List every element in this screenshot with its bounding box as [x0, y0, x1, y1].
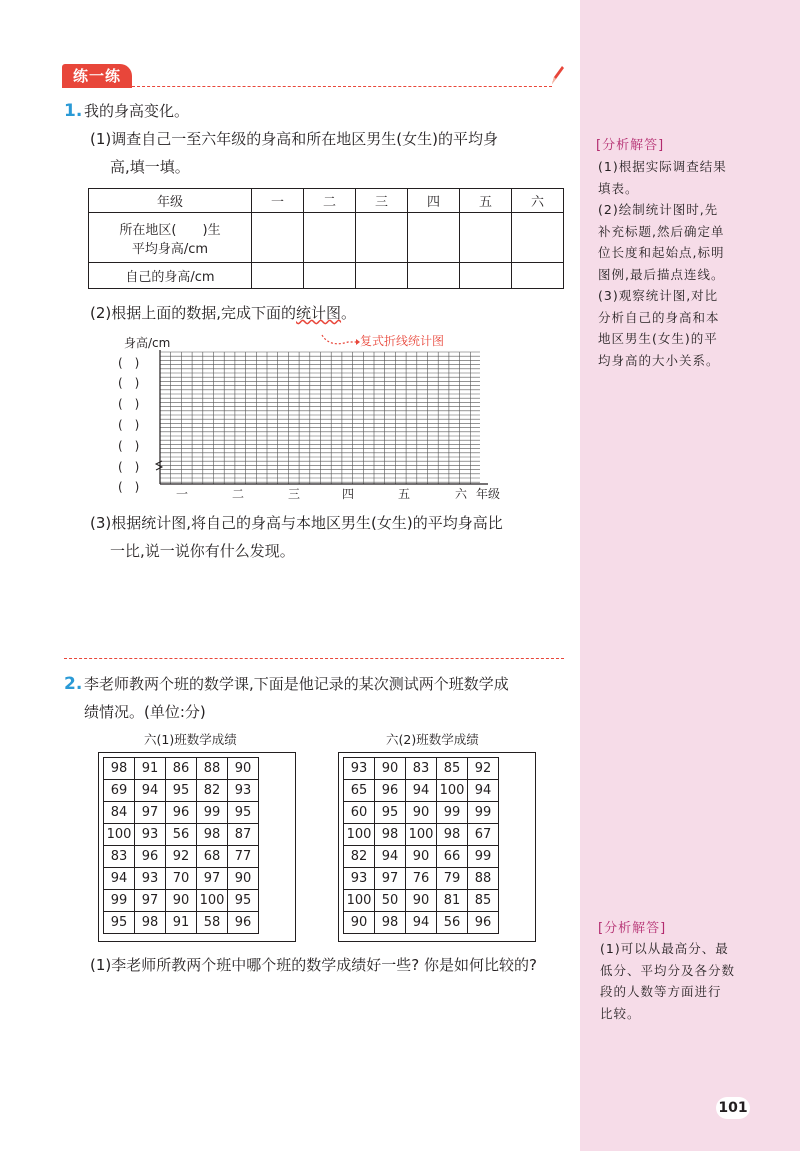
chart-annotation: 复式折线统计图 — [360, 334, 445, 348]
score-cell: 99 — [437, 802, 468, 824]
header-divider — [132, 86, 552, 87]
grade-header: 年级 — [89, 189, 252, 213]
answer-cell[interactable] — [512, 263, 564, 289]
score-cell: 69 — [104, 780, 135, 802]
x-tick-label: 四 — [342, 487, 355, 501]
q1-part2-prefix: (2)根据上面的数据,完成下面的 — [90, 304, 297, 322]
practice-badge: 练一练 — [62, 64, 132, 88]
score-cell: 83 — [406, 758, 437, 780]
score-cell: 90 — [344, 912, 375, 934]
score-cell: 93 — [228, 780, 259, 802]
score-cell: 95 — [228, 890, 259, 912]
x-tick-label: 六 — [455, 487, 468, 501]
score-cell: 94 — [468, 780, 499, 802]
analysis-line: 位长度和起始点,标明 — [598, 245, 725, 260]
q1-part3-line2: 一比,说一说你有什么发现。 — [110, 542, 295, 560]
analysis-title-1: [分析解答] — [596, 138, 665, 153]
score-row — [104, 802, 259, 824]
y-tick-bracket: ( ) — [118, 480, 140, 494]
score-cell: 56 — [437, 912, 468, 934]
score-cell: 98 — [437, 824, 468, 846]
score-cell: 96 — [166, 802, 197, 824]
question-2-number: 2. — [64, 674, 83, 694]
answer-cell[interactable] — [252, 213, 304, 263]
question-divider — [64, 658, 564, 659]
score-cell: 92 — [468, 758, 499, 780]
score-cell: 90 — [406, 846, 437, 868]
score-cell: 94 — [406, 912, 437, 934]
analysis-line: 低分、平均分及各分数 — [600, 962, 736, 978]
score-cell: 65 — [344, 780, 375, 802]
class1-caption: 六(1)班数学成绩 — [144, 732, 237, 747]
score-cell: 96 — [228, 912, 259, 934]
answer-cell[interactable] — [304, 263, 356, 289]
score-cell: 85 — [437, 758, 468, 780]
score-cell: 88 — [468, 868, 499, 890]
score-cell: 98 — [104, 758, 135, 780]
score-row — [104, 824, 259, 846]
score-cell: 99 — [468, 802, 499, 824]
regional-average-line2: 平均身高/cm — [131, 241, 209, 257]
score-cell: 82 — [197, 780, 228, 802]
answer-cell[interactable] — [304, 213, 356, 263]
score-cell: 98 — [197, 824, 228, 846]
y-tick-bracket: ( ) — [118, 439, 140, 453]
score-cell: 98 — [135, 912, 166, 934]
analysis-line: (3)观察统计图,对比 — [598, 288, 719, 303]
score-cell: 99 — [197, 802, 228, 824]
score-row — [344, 824, 499, 846]
score-cell: 66 — [437, 846, 468, 868]
q2-part1: (1)李老师所教两个班中哪个班的数学成绩好一些? 你是如何比较的? — [90, 956, 537, 974]
answer-cell[interactable] — [512, 213, 564, 263]
score-row — [104, 758, 259, 780]
score-row — [344, 802, 499, 824]
score-cell: 94 — [375, 846, 406, 868]
score-cell: 98 — [375, 824, 406, 846]
analysis-line: 分析自己的身高和本 — [598, 309, 720, 325]
x-tick-label: 三 — [288, 487, 301, 501]
grade-cell: 六 — [512, 189, 564, 213]
score-row — [344, 868, 499, 890]
score-cell: 100 — [437, 780, 468, 802]
analysis-line: 段的人数等方面进行 — [600, 984, 722, 999]
grade-cell: 四 — [408, 189, 460, 213]
grade-cell: 一 — [252, 189, 304, 213]
q1-part1-line1: (1)调查自己一至六年级的身高和所在地区男生(女生)的平均身 — [90, 130, 498, 148]
score-row — [344, 780, 499, 802]
score-cell: 96 — [468, 912, 499, 934]
x-tick-label: 五 — [398, 487, 411, 501]
answer-cell[interactable] — [460, 213, 512, 263]
class2-caption: 六(2)班数学成绩 — [386, 732, 479, 747]
y-tick-bracket: ( ) — [118, 418, 140, 432]
blank-line-chart-grid — [150, 350, 490, 492]
class2-score-table — [343, 757, 499, 934]
own-height-label: 自己的身高/cm — [89, 263, 252, 289]
score-cell: 90 — [375, 758, 406, 780]
score-cell: 99 — [468, 846, 499, 868]
score-cell: 90 — [406, 802, 437, 824]
score-row — [104, 780, 259, 802]
y-tick-bracket: ( ) — [118, 376, 140, 390]
score-cell: 95 — [104, 912, 135, 934]
y-tick-bracket: ( ) — [118, 397, 140, 411]
score-cell: 70 — [166, 868, 197, 890]
grade-cell: 二 — [304, 189, 356, 213]
score-row — [104, 846, 259, 868]
score-cell: 95 — [375, 802, 406, 824]
analysis-line: 填表。 — [598, 180, 639, 196]
analysis-line: 比较。 — [600, 1005, 641, 1021]
score-cell: 100 — [344, 824, 375, 846]
score-cell: 76 — [406, 868, 437, 890]
score-row — [344, 846, 499, 868]
score-row — [344, 912, 499, 934]
score-cell: 91 — [166, 912, 197, 934]
score-cell: 92 — [166, 846, 197, 868]
score-cell: 94 — [406, 780, 437, 802]
x-tick-label: 二 — [232, 487, 245, 501]
score-row — [344, 758, 499, 780]
score-cell: 79 — [437, 868, 468, 890]
score-cell: 90 — [406, 890, 437, 912]
score-cell: 94 — [135, 780, 166, 802]
analysis-line: (2)绘制统计图时,先 — [598, 202, 719, 217]
score-cell: 100 — [344, 890, 375, 912]
score-cell: 90 — [228, 868, 259, 890]
score-cell: 86 — [166, 758, 197, 780]
score-cell: 81 — [437, 890, 468, 912]
score-cell: 97 — [135, 890, 166, 912]
score-cell: 100 — [406, 824, 437, 846]
grade-cell: 三 — [356, 189, 408, 213]
score-cell: 98 — [375, 912, 406, 934]
q2-line2: 绩情况。(单位:分) — [84, 703, 206, 721]
q2-line1: 李老师教两个班的数学课,下面是他记录的某次测试两个班数学成 — [84, 675, 509, 693]
score-cell: 60 — [344, 802, 375, 824]
answer-cell[interactable] — [356, 263, 408, 289]
score-cell: 67 — [468, 824, 499, 846]
score-cell: 100 — [197, 890, 228, 912]
score-cell: 90 — [228, 758, 259, 780]
score-cell: 97 — [375, 868, 406, 890]
analysis-line: 地区男生(女生)的平 — [598, 331, 718, 346]
regional-average-line1: 所在地区( )生 — [119, 222, 221, 238]
score-cell: 88 — [197, 758, 228, 780]
arrow-icon — [320, 331, 360, 349]
answer-cell[interactable] — [408, 263, 460, 289]
score-cell: 83 — [104, 846, 135, 868]
analysis-notes-2 — [600, 938, 735, 1024]
score-cell: 91 — [135, 758, 166, 780]
chart-y-label: 身高/cm — [124, 336, 171, 350]
score-row — [344, 890, 499, 912]
score-cell: 93 — [135, 868, 166, 890]
q1-part2-suffix: 。 — [341, 304, 357, 322]
score-cell: 50 — [375, 890, 406, 912]
answer-cell[interactable] — [356, 213, 408, 263]
q1-part2-emphasis: 统计图 — [296, 304, 342, 322]
score-cell: 58 — [197, 912, 228, 934]
analysis-line: (1)可以从最高分、最 — [600, 941, 729, 956]
y-tick-bracket: ( ) — [118, 356, 140, 370]
score-cell: 68 — [197, 846, 228, 868]
height-survey-table — [88, 188, 564, 289]
analysis-line: 图例,最后描点连线。 — [598, 266, 725, 282]
y-tick-bracket: ( ) — [118, 460, 140, 474]
score-cell: 85 — [468, 890, 499, 912]
answer-cell[interactable] — [460, 263, 512, 289]
score-cell: 56 — [166, 824, 197, 846]
question-1-title: 我的身高变化。 — [84, 102, 190, 120]
x-axis-unit: 年级 — [476, 487, 501, 501]
score-cell: 77 — [228, 846, 259, 868]
q1-part3-line1: (3)根据统计图,将自己的身高与本地区男生(女生)的平均身高比 — [90, 514, 503, 532]
pencil-icon — [548, 64, 564, 86]
score-row — [104, 912, 259, 934]
score-cell: 90 — [166, 890, 197, 912]
score-cell: 82 — [344, 846, 375, 868]
score-cell: 100 — [104, 824, 135, 846]
page-number: 101 — [716, 1097, 750, 1119]
score-cell: 94 — [104, 868, 135, 890]
score-row — [104, 890, 259, 912]
analysis-notes-1 — [598, 156, 727, 371]
analysis-line: 均身高的大小关系。 — [598, 352, 720, 368]
score-cell: 95 — [166, 780, 197, 802]
answer-cell[interactable] — [408, 213, 460, 263]
q1-part2-text — [90, 302, 356, 324]
grade-cell: 五 — [460, 189, 512, 213]
score-cell: 95 — [228, 802, 259, 824]
score-cell: 99 — [104, 890, 135, 912]
score-cell: 84 — [104, 802, 135, 824]
question-1-number: 1. — [64, 101, 83, 121]
answer-cell[interactable] — [252, 263, 304, 289]
q1-part1-line2: 高,填一填。 — [110, 158, 190, 176]
score-cell: 93 — [344, 758, 375, 780]
regional-average-label — [89, 213, 252, 263]
score-cell: 93 — [135, 824, 166, 846]
score-cell: 87 — [228, 824, 259, 846]
score-cell: 97 — [135, 802, 166, 824]
score-cell: 96 — [375, 780, 406, 802]
class1-score-table — [103, 757, 259, 934]
analysis-line: (1)根据实际调查结果 — [598, 159, 727, 174]
x-tick-label: 一 — [176, 487, 189, 501]
score-cell: 97 — [197, 868, 228, 890]
score-cell: 93 — [344, 868, 375, 890]
analysis-line: 补充标题,然后确定单 — [598, 223, 725, 239]
analysis-title-2: [分析解答] — [598, 921, 667, 936]
score-cell: 96 — [135, 846, 166, 868]
score-row — [104, 868, 259, 890]
